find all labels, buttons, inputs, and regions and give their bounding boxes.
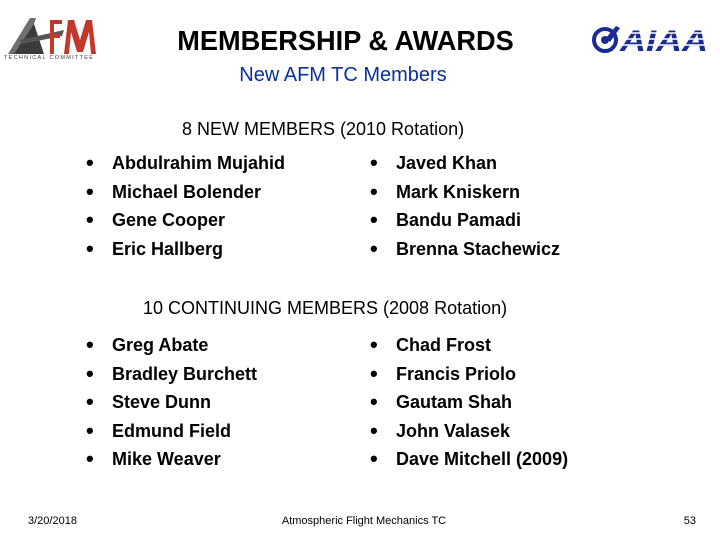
slide-subtitle: New AFM TC Members bbox=[239, 64, 447, 86]
bullet-icon: • bbox=[370, 417, 378, 443]
bullet-icon: • bbox=[86, 207, 94, 233]
list-item: • Mike Weaver bbox=[86, 446, 221, 472]
bullet-icon: • bbox=[370, 446, 378, 472]
list-item: • Brenna Stachewicz bbox=[370, 235, 561, 261]
bullet-icon: • bbox=[86, 389, 94, 415]
list-item: • Mark Kniskern bbox=[370, 178, 521, 204]
bullet-icon: • bbox=[370, 389, 378, 415]
list-item: • John Valasek bbox=[370, 417, 511, 443]
list-item: • Greg Abate bbox=[86, 332, 209, 357]
bullet-icon: • bbox=[370, 178, 378, 204]
bullet-icon: • bbox=[86, 150, 94, 175]
bullet-icon: • bbox=[86, 332, 94, 357]
new-members-heading: 8 NEW MEMBERS (2010 Rotation) bbox=[182, 119, 465, 139]
list-item: • Abdulrahim Mujahid bbox=[86, 150, 285, 175]
bullet-icon: • bbox=[370, 360, 378, 386]
slide-title: MEMBERSHIP & AWARDS bbox=[176, 25, 514, 56]
new-members-right-list bbox=[370, 150, 561, 266]
footer-date: 3/20/2018 bbox=[28, 515, 77, 527]
bullet-icon: • bbox=[86, 360, 94, 386]
bullet-icon: • bbox=[370, 207, 378, 233]
page-number: 53 bbox=[683, 515, 696, 527]
list-item: • Francis Priolo bbox=[370, 360, 517, 386]
list-item: • Michael Bolender bbox=[86, 178, 262, 204]
bullet-icon: • bbox=[370, 235, 378, 261]
afm-logo-tagline: TECHNICAL COMMITTEE bbox=[4, 55, 95, 61]
bullet-icon: • bbox=[86, 178, 94, 204]
list-item: • Bradley Burchett bbox=[86, 360, 258, 386]
bullet-icon: • bbox=[86, 417, 94, 443]
list-item: • Dave Mitchell (2009) bbox=[370, 446, 569, 472]
bullet-icon: • bbox=[370, 332, 378, 357]
continuing-members-right-list bbox=[370, 332, 569, 477]
svg-text:AIAA: AIAA bbox=[618, 25, 708, 58]
new-members-left-list bbox=[86, 150, 285, 266]
bullet-icon: • bbox=[86, 235, 94, 261]
continuing-members-heading: 10 CONTINUING MEMBERS (2008 Rotation) bbox=[143, 298, 508, 318]
list-item: • Javed Khan bbox=[370, 150, 498, 175]
footer-title: Atmospheric Flight Mechanics TC bbox=[281, 515, 447, 527]
list-item: • Gautam Shah bbox=[370, 389, 513, 415]
list-item: • Gene Cooper bbox=[86, 207, 226, 233]
continuing-members-left-list bbox=[86, 332, 258, 477]
list-item: • Edmund Field bbox=[86, 417, 231, 443]
bullet-icon: • bbox=[370, 150, 378, 175]
list-item: • Eric Hallberg bbox=[86, 235, 224, 261]
bullet-icon: • bbox=[86, 446, 94, 472]
list-item: • Chad Frost bbox=[370, 332, 492, 357]
list-item: • Bandu Pamadi bbox=[370, 207, 522, 233]
list-item: • Steve Dunn bbox=[86, 389, 212, 415]
